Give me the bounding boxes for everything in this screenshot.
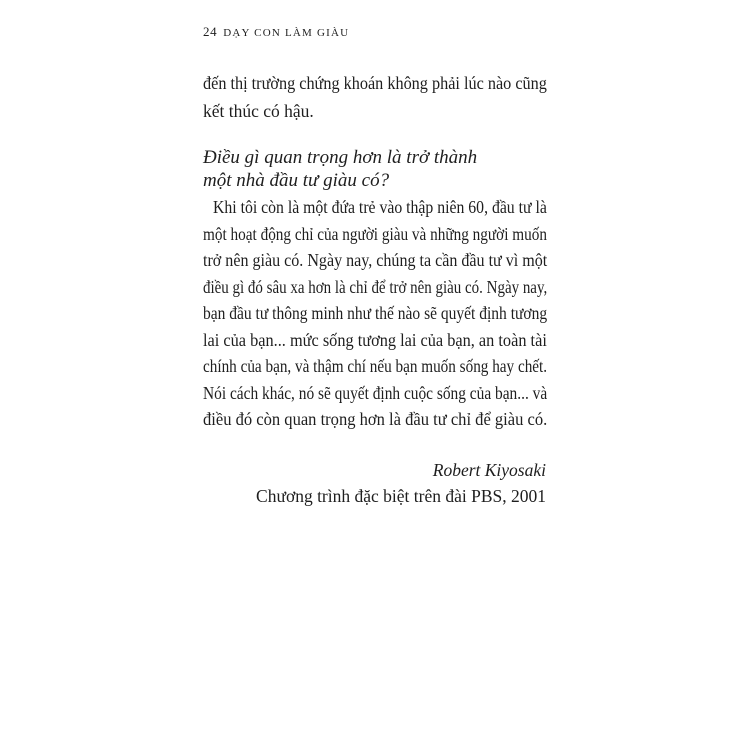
running-head: [203, 24, 349, 40]
quote-source: Chương trình đặc biệt trên đài PBS, 2001: [256, 486, 546, 506]
quote-line: chính của bạn, và thậm chí nếu bạn muốn sống hay chết.: [203, 356, 548, 376]
quote-line: Nói cách khác, nó sẽ quyết định cuộc sống của bạn... và: [203, 383, 548, 403]
paragraph-line: kết thúc có hậu.: [203, 101, 314, 121]
quote-line: một hoạt động chỉ của người giàu và những người muốn: [203, 224, 547, 244]
quote-line: trở nên giàu có. Ngày nay, chúng ta cần đầu tư vì một: [203, 250, 548, 270]
quote-line: Khi tôi còn là một đứa trẻ vào thập niên 60, đầu tư là: [213, 197, 547, 217]
quote-author: Robert Kiyosaki: [432, 460, 546, 480]
paragraph-line: đến thị trường chứng khoán không phải lúc nào cũng: [203, 73, 547, 93]
section-heading-line: Điều gì quan trọng hơn là trở thành: [203, 147, 478, 168]
book-title: DẠY CON LÀM GIÀU: [223, 27, 350, 39]
quote-line: bạn đầu tư thông minh như thế nào sẽ quyết định tương: [203, 303, 548, 323]
quote-line: lai của bạn... mức sống tương lai của bạn, an toàn tài: [203, 330, 547, 350]
section-heading-line: một nhà đầu tư giàu có?: [203, 170, 390, 191]
page-number: 24: [203, 24, 218, 39]
quote-line: điều gì đó sâu xa hơn là chỉ để trở nên giàu có. Ngày nay,: [203, 277, 548, 297]
quote-line: điều đó còn quan trọng hơn là đầu tư chỉ để giàu có.: [203, 409, 548, 429]
